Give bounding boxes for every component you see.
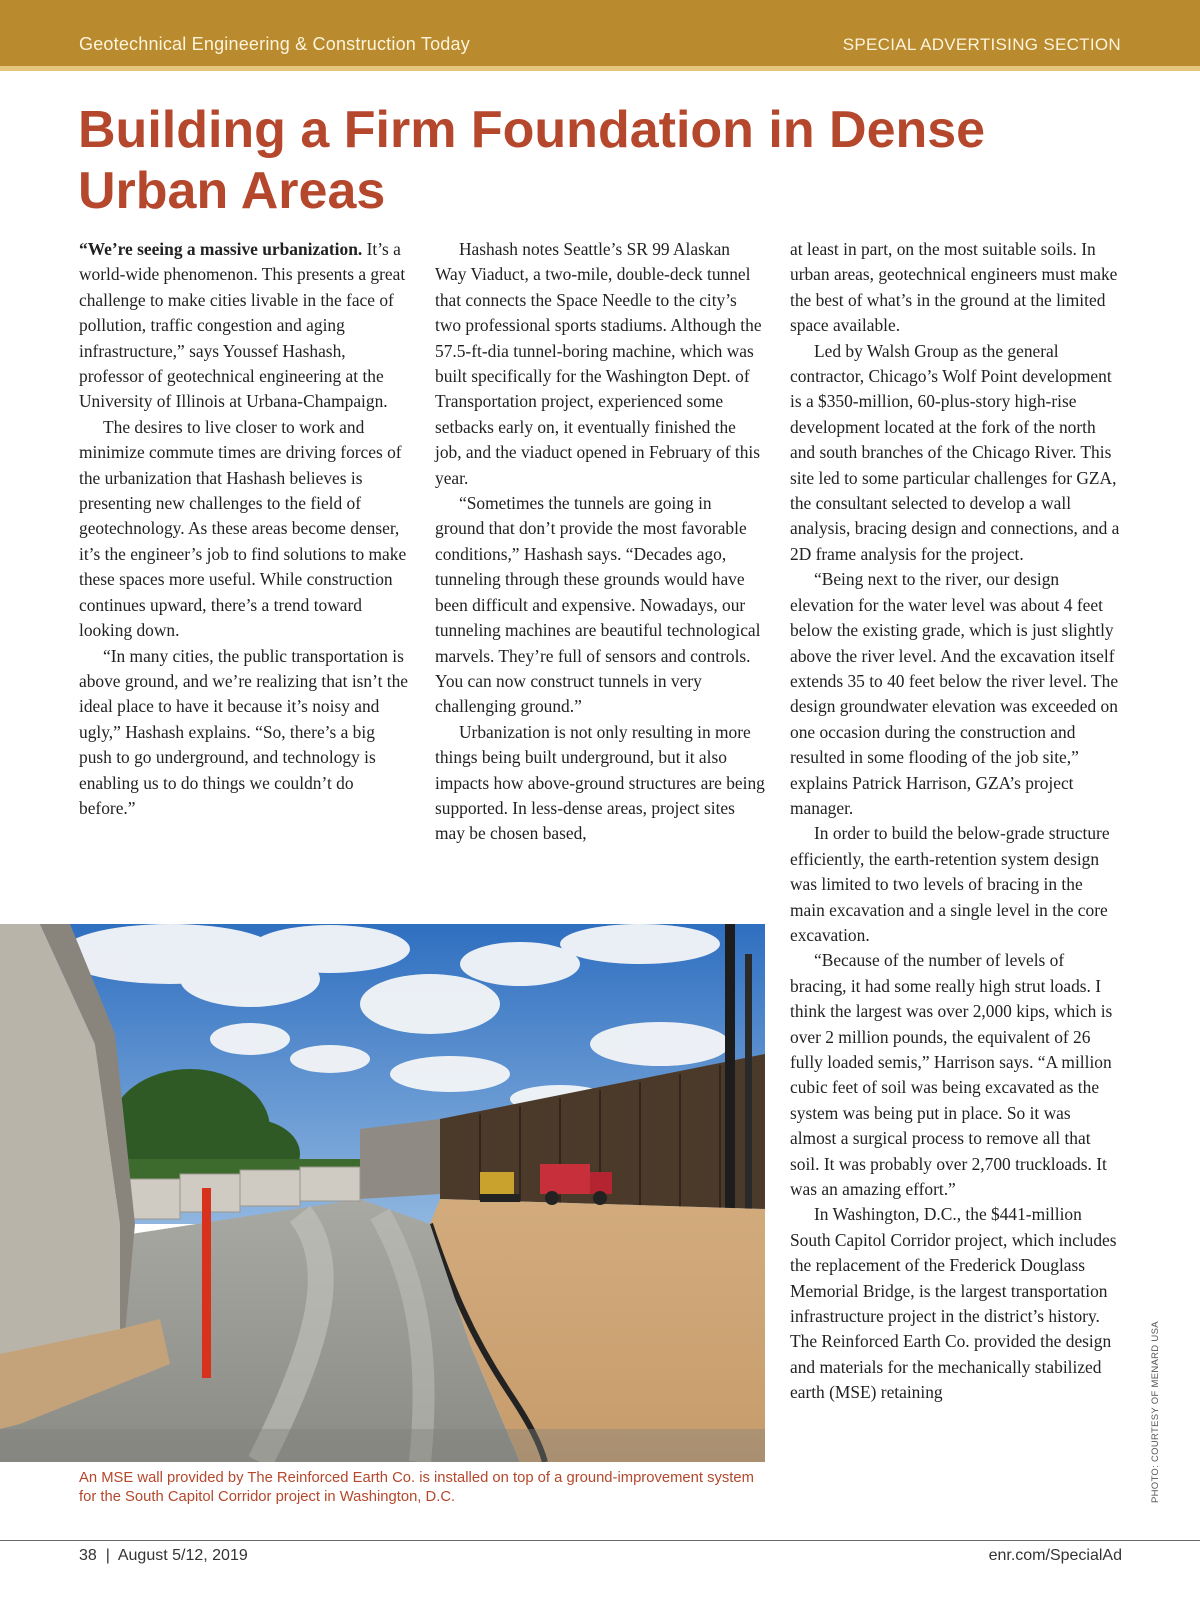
paragraph: “Because of the number of levels of bracing, it had some really high strut loads. I think the largest was over 2,000 kips, which is over 2 million pounds, the equivalent of 26 fully loaded semis,” Harrison says. “A million cubic feet of soil was being excavated as the system was being put in place. So it was almost a surgical process to remove all that soil. It was probably over 2,700 truckloads. It was an amazing effort.” bbox=[790, 950, 1113, 1200]
paragraph bbox=[79, 237, 409, 415]
excavator bbox=[480, 1172, 520, 1202]
header-bar bbox=[0, 0, 1200, 66]
footer-url[interactable]: enr.com/SpecialAd bbox=[988, 1547, 1122, 1564]
paragraph: In Washington, D.C., the $441-million South Capitol Corridor project, which includes the replacement of the Frederick Douglass Memorial Bridge, is the largest transportation infrastructure project in the district’s history. The Reinforced Earth Co. provided the design and materials for the mechanically stabilized earth (MSE) retaining bbox=[790, 1204, 1117, 1403]
footer-rule bbox=[0, 1540, 1200, 1541]
header-rule bbox=[0, 66, 1200, 71]
construction-site-photo bbox=[0, 924, 765, 1462]
text-column-1 bbox=[79, 237, 409, 821]
text-column-2 bbox=[435, 237, 765, 847]
page-info: 38 | August 5/12, 2019 bbox=[79, 1547, 248, 1564]
paragraph: Led by Walsh Group as the general contractor, Chicago’s Wolf Point development is a $350-million, 60-plus-story high-rise development located at the fork of the north and south branches of the Chicago River. This site led to some particular challenges for GZA, the consultant selected to develop a wall analysis, bracing design and connections, and a 2D frame analysis for the project. bbox=[790, 340, 1120, 564]
paragraph: “Sometimes the tunnels are going in ground that don’t provide the most favorable conditions,” Hashash says. “Decades ago, tunneling through these grounds would have been difficult and expensive. Nowadays, our tunneling machines are beautiful technological marvels. They’re full of sensors and controls. You can now construct tunnels in very challenging ground.” bbox=[435, 493, 761, 717]
article-headline bbox=[78, 100, 1138, 222]
steel-pile bbox=[745, 954, 752, 1214]
orange-stake bbox=[202, 1188, 211, 1378]
paragraph: The desires to live closer to work and minimize commute times are driving forces of the urbanization that Hashash believes is presenting new challenges to the field of geotechnology. As these areas become denser, it’s the engineer’s job to find solutions to make these spaces more useful. While construction continues upward, there’s a trend toward looking down. bbox=[79, 416, 407, 641]
headline-line-1: Building a Firm Foundation in Dense bbox=[78, 101, 986, 159]
paragraph: Urbanization is not only resulting in more things being built underground, but it also impacts how above-ground structures are being supported. In less-dense areas, project sites may be chosen based, bbox=[435, 721, 765, 844]
paragraph: “In many cities, the public transportation is above ground, and we’re realizing that isn’t the ideal place to have it because it’s noisy and ugly,” Hashash explains. “So, there’s a big push to go underground, and technology is enabling us to do things we couldn’t do before.” bbox=[79, 645, 409, 818]
photo-credit: PHOTO: COURTESY OF MENARD USA bbox=[1150, 1321, 1161, 1503]
paragraph: In order to build the below-grade structure efficiently, the earth-retention system design was limited to two levels of bracing in the main excavation and a single level in the core excavation. bbox=[790, 823, 1110, 945]
text-column-3 bbox=[790, 237, 1120, 1406]
photo-caption: An MSE wall provided by The Reinforced Earth Co. is installed on top of a ground-improvement system for the South Capitol Corridor project in Washington, D.C. bbox=[79, 1470, 754, 1505]
paragraph: Hashash notes Seattle’s SR 99 Alaskan Way Viaduct, a two-mile, double-deck tunnel that connects the Space Needle to the city’s two professional sports stadiums. Although the 57.5-ft-dia tunnel-boring machine, which was built specifically for the Washington Dept. of Transportation project, experienced some setbacks early on, it eventually finished the job, and the viaduct opened in February of this year. bbox=[435, 239, 762, 488]
paragraph-text: It’s a world-wide phenomenon. This presents a great challenge to make cities livable in the face of pollution, traffic congestion and aging infrastructure,” says Youssef Hashash, professor of geotechnical engineering at the University of Illinois at Urbana-Champaign. bbox=[79, 239, 406, 412]
lead-in: “We’re seeing a massive urbanization. bbox=[79, 239, 363, 259]
paragraph: “Being next to the river, our design elevation for the water level was about 4 feet below the existing grade, which is just slightly above the river level. And the excavation itself extends 35 to 40 feet below the river level. The design groundwater elevation was exceeded on one occasion during the construction and resulted in some flooding of the job site,” explains Patrick Harrison, GZA’s project manager. bbox=[790, 569, 1119, 818]
headline-line-2: Urban Areas bbox=[78, 162, 386, 220]
paragraph: at least in part, on the most suitable soils. In urban areas, geotechnical engineers must make the best of what’s in the ground at the limited space available. bbox=[790, 239, 1118, 336]
publication-title: Geotechnical Engineering & Construction Today bbox=[79, 34, 470, 54]
concrete-wall bbox=[360, 1119, 440, 1199]
steel-pile bbox=[725, 924, 735, 1214]
section-label: SPECIAL ADVERTISING SECTION bbox=[842, 35, 1121, 54]
